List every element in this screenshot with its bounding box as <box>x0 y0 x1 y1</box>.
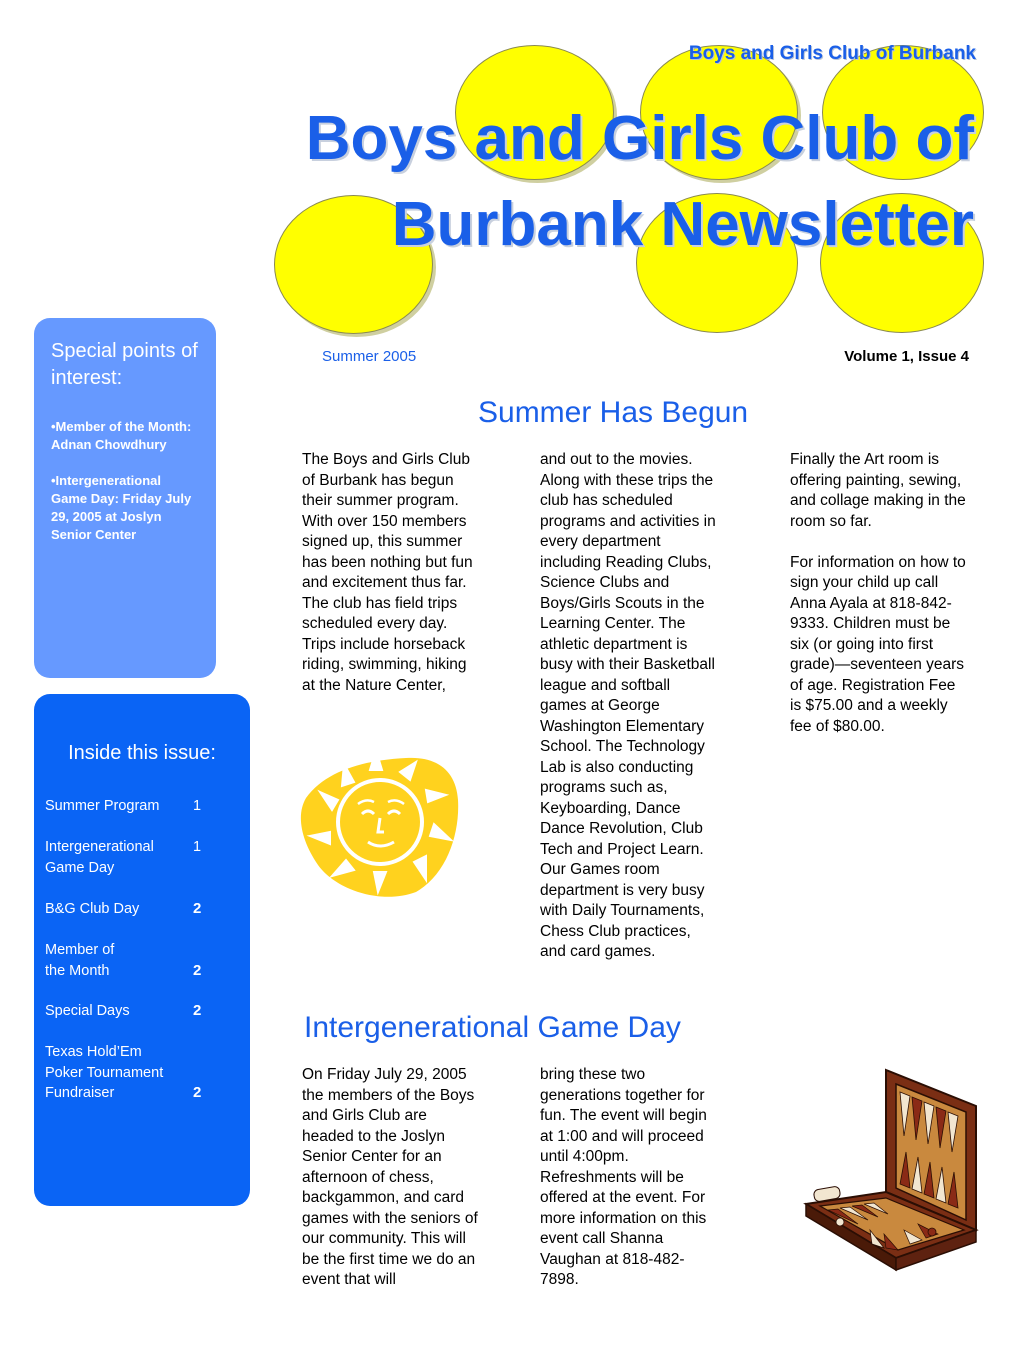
toc-entry-page: 2 <box>193 961 202 979</box>
special-points-box <box>34 318 216 678</box>
toc-entry-member-of-month[interactable] <box>45 940 245 981</box>
toc-entry-special-days[interactable] <box>45 1001 245 1022</box>
special-points-heading: Special points of interest: <box>51 340 198 389</box>
issue-date: Summer 2005 <box>322 348 417 365</box>
toc-entry-label: Special Days <box>45 1003 130 1019</box>
toc-entry-page: 1 <box>193 798 202 814</box>
toc-heading: Inside this issue: <box>68 742 216 764</box>
gameday-column-2: bring these two generations together for fun. The event will begin at 1:00 and will proceed until 4:00pm. Refreshments will be offered at the event. For more information on this event call Shanna Vaughan at 818-482- 7898. <box>540 1066 707 1288</box>
summer-column-2: and out to the movies. Along with these trips the club has scheduled programs and activities in every department including Reading Clubs, Science Clubs and Boys/Girls Scouts in the Learning Center. The athletic department is busy with their Basketball league and softball games at George Washington Elementary School. The Technology Lab is also conducting programs such as, Keyboarding, Dance Dance Revolution, Club Tech and Project Learn. Our Games room department is very busy with Daily Tournaments, Chess Club practices, and card games. <box>540 451 716 960</box>
newsletter-title-line2: Burbank Newsletter <box>391 190 974 259</box>
toc-entry-label: Member of the Month <box>45 942 115 979</box>
toc-entry-summer-program[interactable] <box>45 796 245 817</box>
toc-entry-game-day[interactable] <box>45 837 245 878</box>
gameday-heading: Intergenerational Game Day <box>304 1011 681 1044</box>
summer-heading: Summer Has Begun <box>478 396 749 429</box>
toc-entry-label: Intergenerational Game Day <box>45 839 154 876</box>
toc-entry-page: 2 <box>193 1084 202 1101</box>
backgammon-board-icon <box>800 1062 984 1280</box>
point-item-game-day: •Intergenerational Game Day: Friday July 29, 2005 at Joslyn Senior Center <box>51 473 192 542</box>
summer-column-3: Finally the Art room is offering painting, sewing, and collage making in the room so far. For information on how to sign your child up call Anna Ayala at 818-842- 9333. Children must be six (or going into first grade)—seventeen years of age. Registration Fee is $75.00 and a weekly fee of $80.00. <box>790 451 966 735</box>
newsletter-title-line1: Boys and Girls Club of <box>305 104 974 173</box>
header-org-name: Boys and Girls Club of Burbank <box>688 43 976 64</box>
toc-entry-page: 2 <box>193 1002 202 1019</box>
toc-entry-page: 1 <box>193 839 202 855</box>
gameday-column-1: On Friday July 29, 2005 the members of the Boys and Girls Club are headed to the Joslyn Senior Center for an afternoon of chess, backgammon, and card games with the seniors of our community. This will be the first time we do an event that will <box>302 1066 478 1288</box>
issue-volume: Volume 1, Issue 4 <box>844 348 969 365</box>
point-item-member: •Member of the Month: Adnan Chowdhury <box>51 419 192 452</box>
toc-entry-poker-fundraiser[interactable] <box>45 1042 245 1104</box>
toc-entry-page: 2 <box>193 900 202 917</box>
toc-entry-label: B&G Club Day <box>45 901 140 917</box>
inside-this-issue-box <box>34 694 250 1206</box>
toc-entry-bg-club-day[interactable] <box>45 899 245 920</box>
summer-column-1: The Boys and Girls Club of Burbank has begun their summer program. With over 150 members signed up, this summer has been nothing but fun and excitement thus far. The club has field trips scheduled every day. Trips include horseback riding, swimming, hiking at the Nature Center, <box>302 451 473 694</box>
sun-clipart-icon <box>296 740 462 900</box>
toc-entry-label: Texas Hold’Em Poker Tournament Fundraiser <box>45 1044 164 1101</box>
toc-entry-label: Summer Program <box>45 798 160 814</box>
newsletter-title <box>94 96 974 268</box>
